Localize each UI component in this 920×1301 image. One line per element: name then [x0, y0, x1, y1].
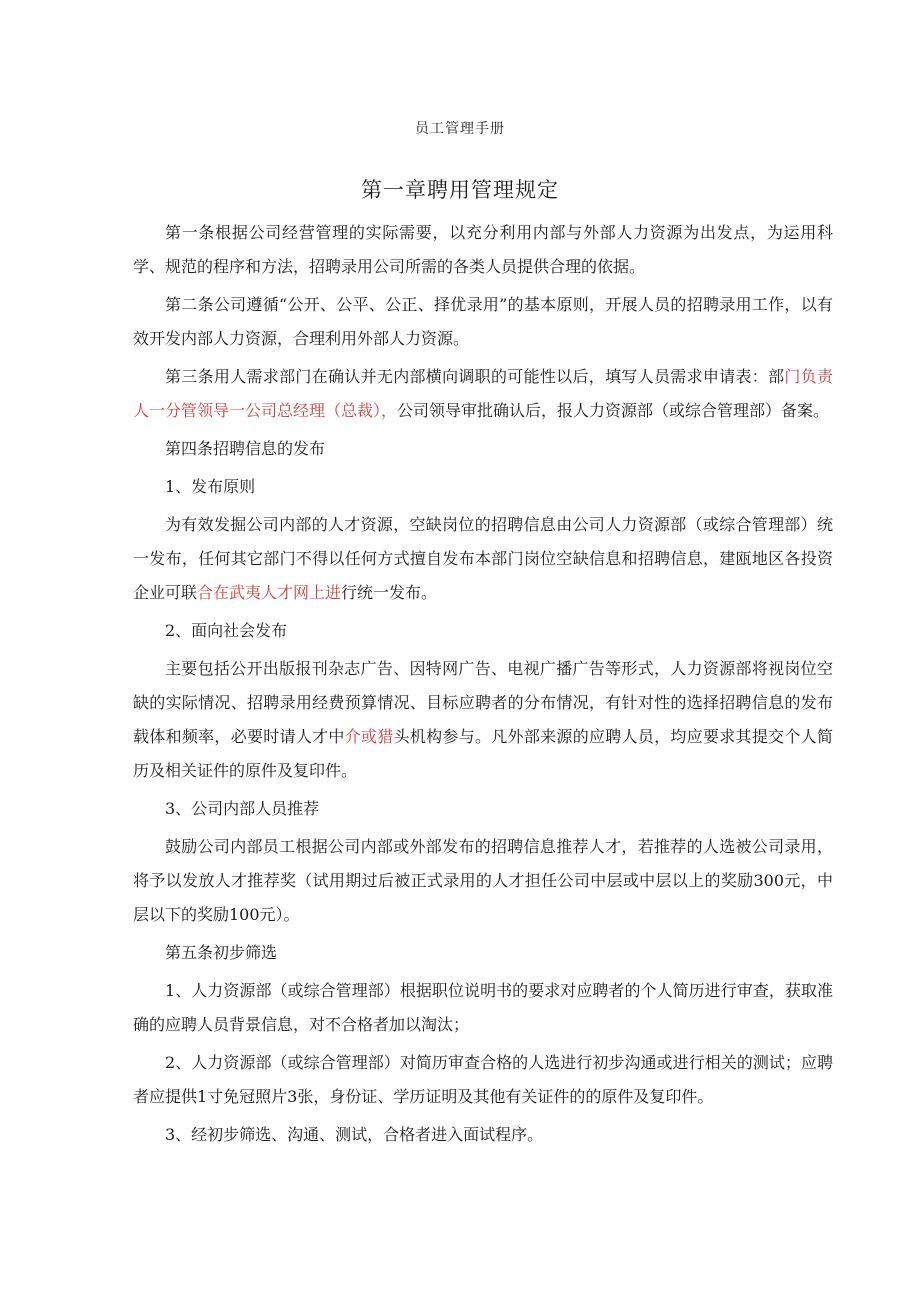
highlighted-text: 门负责人一分管领导一公司总经理（总裁）， — [133, 367, 833, 420]
paragraph-text: 主要包括公开出版报刊杂志广告、因特网广告、电视广播广告等形式，人力资源部将视岗位空缺的实际情况、招聘录用经费预算情况、目标应聘者的分布情况，有针对性的选择招聘信息的发布载体和频率，必要时请人才中 — [133, 659, 833, 746]
paragraph-text: 2、人力资源部（或综合管理部）对简历审查合格的人选进行初步沟通或进行相关的测试；应聘者应提供1寸免冠照片3张，身份证、学历证明及其他有关证件的的原件及复印件。 — [133, 1053, 833, 1106]
paragraph — [133, 1046, 833, 1114]
paragraph — [133, 470, 833, 504]
paragraph-text: 行统一发布。 — [341, 583, 438, 602]
chapter-title: 第一章聘用管理规定 — [361, 178, 559, 202]
paragraph — [133, 614, 833, 648]
paragraph — [133, 508, 833, 610]
paragraph-text: 公司领导审批确认后，报人力资源部（或综合管理部）备案。 — [397, 401, 830, 420]
paragraph — [133, 792, 833, 826]
paragraph-text: 第二条公司遵循“公开、公平、公正、择优录用”的基本原则，开展人员的招聘录用工作，以有效开发内部人力资源，合理利用外部人力资源。 — [133, 295, 833, 348]
paragraph — [133, 936, 833, 970]
document-body — [133, 216, 833, 1152]
paragraph — [133, 288, 833, 356]
paragraph-text: 鼓励公司内部员工根据公司内部或外部发布的招聘信息推荐人才，若推荐的人选被公司录用，将予以发放人才推荐奖（试用期过后被正式录用的人才担任公司中层或中层以上的奖励300元，中层以下的奖励100元）。 — [133, 837, 833, 924]
paragraph — [133, 216, 833, 284]
paragraph-text: 第三条用人需求部门在确认并无内部横向调职的可能性以后，填写人员需求申请表：部 — [165, 367, 785, 386]
paragraph-text: 3、经初步筛选、沟通、测试，合格者进入面试程序。 — [165, 1125, 544, 1144]
paragraph — [133, 974, 833, 1042]
paragraph — [133, 432, 833, 466]
paragraph-text: 头机构参与。凡外部来源的应聘人员，均应要求其提交个人简历及相关证件的原件及复印件。 — [133, 727, 833, 780]
highlighted-text: 合在武夷人才网上进 — [197, 583, 342, 602]
paragraph-text: 第四条招聘信息的发布 — [165, 439, 326, 458]
paragraph — [133, 830, 833, 932]
paragraph-text: 2、面向社会发布 — [165, 621, 288, 640]
paragraph-text: 1、发布原则 — [165, 477, 256, 496]
paragraph-text: 1、人力资源部（或综合管理部）根据职位说明书的要求对应聘者的个人简历进行审查，获取准确的应聘人员背景信息，对不合格者加以淘汰； — [133, 981, 833, 1034]
paragraph — [133, 652, 833, 788]
running-header: 员工管理手册 — [415, 121, 505, 137]
paragraph-text: 第五条初步筛选 — [165, 943, 278, 962]
paragraph — [133, 360, 833, 428]
paragraph-text: 第一条根据公司经营管理的实际需要，以充分利用内部与外部人力资源为出发点，为运用科学、规范的程序和方法，招聘录用公司所需的各类人员提供合理的依据。 — [133, 223, 833, 276]
highlighted-text: 介或猎 — [344, 727, 394, 746]
paragraph-text: 为有效发掘公司内部的人才资源，空缺岗位的招聘信息由公司人力资源部（或综合管理部）统一发布，任何其它部门不得以任何方式擅自发布本部门岗位空缺信息和招聘信息，建瓯地区各投资企业可联 — [133, 515, 833, 602]
paragraph-text: 3、公司内部人员推荐 — [165, 799, 320, 818]
paragraph — [133, 1118, 833, 1152]
